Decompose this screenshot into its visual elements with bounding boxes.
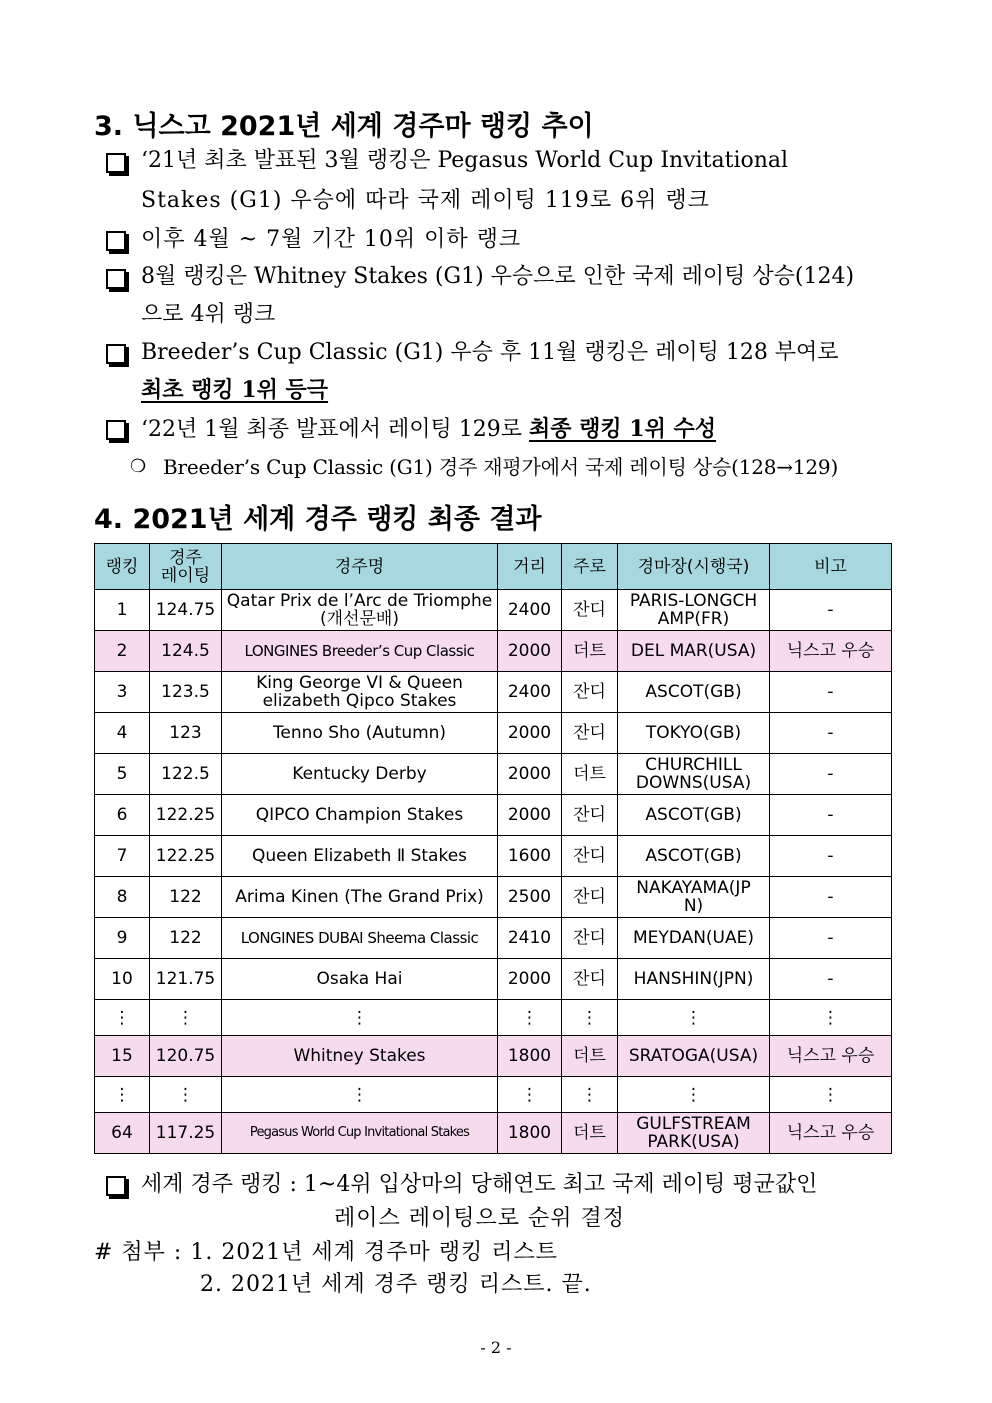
- section4-title: 4. 2021년 세계 경주 랭킹 최종 결과: [94, 504, 542, 535]
- checkbox-bullet-icon: [106, 269, 126, 289]
- cell-track: 더트: [562, 754, 618, 795]
- table-row: [95, 959, 892, 1000]
- checkbox-bullet-icon: [106, 344, 126, 364]
- cell-rating: 121.75: [150, 959, 222, 1000]
- bullet5-text: ‘22년 1월 최종 발표에서 레이팅 129로: [141, 417, 529, 442]
- cell-race: Queen Elizabeth Ⅱ Stakes: [222, 836, 498, 877]
- bullet2: 이후 4월 ~ 7월 기간 10위 이하 랭크: [141, 227, 522, 252]
- cell-track: 더트: [562, 1113, 618, 1154]
- ellipsis: ⋮: [770, 1077, 892, 1113]
- cell-rank: 7: [95, 836, 150, 877]
- table-header-row: [95, 544, 892, 590]
- cell-track: 잔디: [562, 959, 618, 1000]
- ellipsis: ⋮: [618, 1077, 770, 1113]
- cell-venue: NAKAYAMA(JP N): [618, 877, 770, 918]
- cell-rating: 122: [150, 918, 222, 959]
- cell-distance: 2000: [498, 754, 562, 795]
- cell-track: 잔디: [562, 672, 618, 713]
- cell-rank: 2: [95, 631, 150, 672]
- cell-rating: 122.25: [150, 836, 222, 877]
- table-row: [95, 836, 892, 877]
- cell-track: 더트: [562, 631, 618, 672]
- cell-rank: 15: [95, 1036, 150, 1077]
- cell-venue: SRATOGA(USA): [618, 1036, 770, 1077]
- cell-venue: ASCOT(GB): [618, 672, 770, 713]
- table-row: [95, 713, 892, 754]
- cell-rank: 1: [95, 590, 150, 631]
- footer-note-line2: 레이스 레이팅으로 순위 결정: [334, 1206, 626, 1231]
- cell-venue: MEYDAN(UAE): [618, 918, 770, 959]
- cell-distance: 2000: [498, 631, 562, 672]
- table-row: [95, 590, 892, 631]
- cell-race: King George VI & Queen elizabeth Qipco Stakes: [222, 672, 498, 713]
- attachment-line2: 2. 2021년 세계 경주 랭킹 리스트. 끝.: [200, 1272, 592, 1297]
- cell-note: -: [770, 590, 892, 631]
- checkbox-bullet-icon: [106, 231, 126, 251]
- cell-race: Pegasus World Cup Invitational Stakes: [222, 1113, 498, 1154]
- cell-note: 닉스고 우승: [770, 1113, 892, 1154]
- ellipsis: ⋮: [222, 1000, 498, 1036]
- cell-distance: 2000: [498, 959, 562, 1000]
- cell-distance: 1800: [498, 1036, 562, 1077]
- cell-note: -: [770, 836, 892, 877]
- cell-venue: ASCOT(GB): [618, 836, 770, 877]
- cell-track: 잔디: [562, 836, 618, 877]
- bullet5: [141, 414, 716, 445]
- cell-rating: 122.25: [150, 795, 222, 836]
- table-ellipsis-row: [95, 1077, 892, 1113]
- cell-race: Tenno Sho (Autumn): [222, 713, 498, 754]
- table-ellipsis-row: [95, 1000, 892, 1036]
- cell-venue: ASCOT(GB): [618, 795, 770, 836]
- table-row: [95, 795, 892, 836]
- bullet4-line2: [141, 375, 328, 405]
- ellipsis: ⋮: [222, 1077, 498, 1113]
- cell-rating: 117.25: [150, 1113, 222, 1154]
- cell-rank: 9: [95, 918, 150, 959]
- checkbox-bullet-icon: [106, 1176, 126, 1196]
- cell-distance: 2000: [498, 795, 562, 836]
- cell-rating: 120.75: [150, 1036, 222, 1077]
- cell-venue: HANSHIN(JPN): [618, 959, 770, 1000]
- cell-race: Qatar Prix de l’Arc de Triomphe (개선문배): [222, 590, 498, 631]
- cell-distance: 2000: [498, 713, 562, 754]
- cell-rank: 5: [95, 754, 150, 795]
- cell-rank: 10: [95, 959, 150, 1000]
- cell-note: -: [770, 877, 892, 918]
- cell-rating: 123: [150, 713, 222, 754]
- cell-race: LONGINES DUBAI Sheema Classic: [222, 918, 498, 959]
- cell-note: -: [770, 713, 892, 754]
- header-note: 비고: [770, 544, 892, 590]
- footer-note-line1: 세계 경주 랭킹 : 1~4위 입상마의 당해연도 최고 국제 레이팅 평균값인: [141, 1172, 818, 1197]
- cell-distance: 1600: [498, 836, 562, 877]
- ellipsis: ⋮: [770, 1000, 892, 1036]
- ellipsis: ⋮: [562, 1000, 618, 1036]
- circle-bullet-icon: ❍: [130, 456, 147, 477]
- cell-distance: 2400: [498, 672, 562, 713]
- header-venue: 경마장(시행국): [618, 544, 770, 590]
- cell-track: 잔디: [562, 795, 618, 836]
- cell-venue: DEL MAR(USA): [618, 631, 770, 672]
- header-rank: 랭킹: [95, 544, 150, 590]
- cell-note: -: [770, 795, 892, 836]
- cell-race: Osaka Hai: [222, 959, 498, 1000]
- table-row: [95, 754, 892, 795]
- cell-venue: GULFSTREAM PARK(USA): [618, 1113, 770, 1154]
- cell-track: 잔디: [562, 918, 618, 959]
- ellipsis: ⋮: [95, 1077, 150, 1113]
- cell-rating: 124.75: [150, 590, 222, 631]
- cell-note: -: [770, 672, 892, 713]
- ellipsis: ⋮: [95, 1000, 150, 1036]
- cell-venue: TOKYO(GB): [618, 713, 770, 754]
- cell-note: -: [770, 959, 892, 1000]
- ellipsis: ⋮: [618, 1000, 770, 1036]
- bullet5-underlined: 최종 랭킹 1위 수성: [528, 416, 717, 442]
- cell-distance: 2410: [498, 918, 562, 959]
- cell-track: 더트: [562, 1036, 618, 1077]
- cell-rank: 3: [95, 672, 150, 713]
- ellipsis: ⋮: [562, 1077, 618, 1113]
- cell-race: Whitney Stakes: [222, 1036, 498, 1077]
- table-row: [95, 1113, 892, 1154]
- ellipsis: ⋮: [150, 1000, 222, 1036]
- bullet4-line1: Breeder’s Cup Classic (G1) 우승 후 11월 랭킹은 레이팅 128 부여로: [141, 340, 839, 365]
- cell-race: Kentucky Derby: [222, 754, 498, 795]
- table-row: [95, 631, 892, 672]
- header-rating: 경주 레이팅: [150, 544, 222, 590]
- cell-race: QIPCO Champion Stakes: [222, 795, 498, 836]
- cell-rank: 4: [95, 713, 150, 754]
- checkbox-bullet-icon: [106, 420, 126, 440]
- header-race: 경주명: [222, 544, 498, 590]
- cell-distance: 2400: [498, 590, 562, 631]
- section3-title: 3. 닉스고 2021년 세계 경주마 랭킹 추이: [94, 111, 594, 142]
- race-ranking-table: [94, 543, 892, 1154]
- page-number: - 2 -: [480, 1338, 512, 1357]
- sub-bullet: Breeder’s Cup Classic (G1) 경주 재평가에서 국제 레이팅 상승(128→129): [163, 455, 839, 479]
- cell-note: -: [770, 918, 892, 959]
- cell-rank: 64: [95, 1113, 150, 1154]
- cell-note: -: [770, 754, 892, 795]
- cell-venue: CHURCHILL DOWNS(USA): [618, 754, 770, 795]
- ellipsis: ⋮: [150, 1077, 222, 1113]
- cell-race: Arima Kinen (The Grand Prix): [222, 877, 498, 918]
- cell-distance: 2500: [498, 877, 562, 918]
- ellipsis: ⋮: [498, 1077, 562, 1113]
- bullet1-line1: ‘21년 최초 발표된 3월 랭킹은 Pegasus World Cup Invitational: [141, 148, 789, 173]
- cell-rank: 6: [95, 795, 150, 836]
- bullet4-line2-underlined: 최초 랭킹 1위 등극: [141, 377, 329, 403]
- header-distance: 거리: [498, 544, 562, 590]
- cell-rating: 122.5: [150, 754, 222, 795]
- bullet3-line1: 8월 랭킹은 Whitney Stakes (G1) 우승으로 인한 국제 레이팅 상승(124): [141, 264, 855, 289]
- cell-rating: 124.5: [150, 631, 222, 672]
- checkbox-bullet-icon: [106, 153, 126, 173]
- bullet1-line2: Stakes (G1) 우승에 따라 국제 레이팅 119로 6위 랭크: [141, 188, 710, 213]
- cell-track: 잔디: [562, 590, 618, 631]
- bullet3-line2: 으로 4위 랭크: [141, 302, 276, 327]
- cell-rating: 123.5: [150, 672, 222, 713]
- table-row: [95, 918, 892, 959]
- table-row: [95, 672, 892, 713]
- attachment-line1: # 첨부 : 1. 2021년 세계 경주마 랭킹 리스트: [94, 1240, 559, 1265]
- cell-note: 닉스고 우승: [770, 1036, 892, 1077]
- header-track: 주로: [562, 544, 618, 590]
- cell-note: 닉스고 우승: [770, 631, 892, 672]
- cell-venue: PARIS-LONGCH AMP(FR): [618, 590, 770, 631]
- cell-distance: 1800: [498, 1113, 562, 1154]
- table-row: [95, 877, 892, 918]
- cell-track: 잔디: [562, 877, 618, 918]
- table-row: [95, 1036, 892, 1077]
- cell-rating: 122: [150, 877, 222, 918]
- cell-track: 잔디: [562, 713, 618, 754]
- ellipsis: ⋮: [498, 1000, 562, 1036]
- cell-race: LONGINES Breeder’s Cup Classic: [222, 631, 498, 672]
- cell-rank: 8: [95, 877, 150, 918]
